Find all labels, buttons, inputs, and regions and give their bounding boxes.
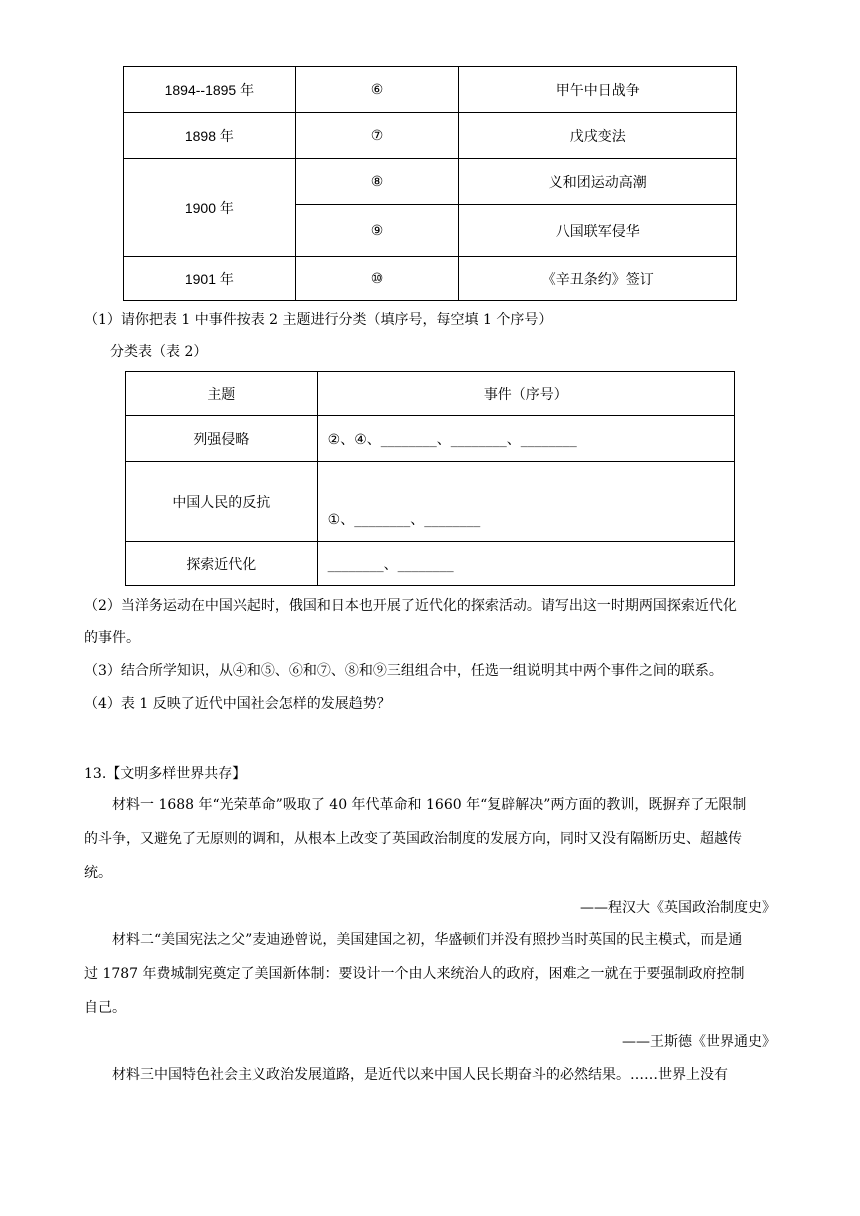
theme-cell: 中国人民的反抗 bbox=[126, 462, 318, 542]
table-row bbox=[126, 542, 735, 586]
theme-cell: 探索近代化 bbox=[126, 542, 318, 586]
answer-cell: ②、④、________、________、________ bbox=[317, 416, 734, 462]
year-cell: 1901 年 bbox=[124, 257, 296, 301]
answer-cell: ①、________、________ bbox=[317, 462, 734, 542]
event-number-cell: ⑧ bbox=[295, 159, 459, 205]
material-1: 材料一 1688 年“光荣革命”吸取了 40 年代革命和 1660 年“复辟解决”两方面的教训，既摒弃了无限制的斗争，又避免了无原则的调和，从根本上改变了英国政治制度的发展方向，同时又没有隔断历史、超越传统。 bbox=[84, 797, 747, 881]
question-1: （1）请你把表 1 中事件按表 2 主题进行分类（填序号，每空填 1 个序号） bbox=[84, 312, 553, 328]
classification-table bbox=[125, 371, 735, 586]
year-cell: 1898 年 bbox=[124, 113, 296, 159]
question-3: （3）结合所学知识，从④和⑤、⑥和⑦、⑧和⑨三组组合中，任选一组说明其中两个事件之间的联系。 bbox=[84, 663, 723, 679]
answer-cell: ________、________ bbox=[317, 542, 734, 586]
year-cell: 1900 年 bbox=[124, 159, 296, 257]
header-theme: 主题 bbox=[126, 372, 318, 416]
table-row bbox=[124, 113, 737, 159]
event-name-cell: 戊戌变法 bbox=[459, 113, 737, 159]
material-3: 材料三中国特色社会主义政治发展道路，是近代以来中国人民长期奋斗的必然结果。……世界上没有 bbox=[112, 1067, 728, 1083]
question-13-title: 13.【文明多样世界共存】 bbox=[84, 766, 247, 782]
event-name-cell: 《辛丑条约》签订 bbox=[459, 257, 737, 301]
event-number-cell: ⑥ bbox=[295, 67, 459, 113]
event-name-cell: 义和团运动高潮 bbox=[459, 159, 737, 205]
material-2: 材料二“美国宪法之父”麦迪逊曾说，美国建国之初，华盛顿们并没有照抄当时英国的民主模式，而是通过 1787 年费城制宪奠定了美国新体制：要设计一个由人来统治人的政府，困难之一就在于要强制政府控制自己。 bbox=[84, 932, 745, 1016]
year-cell: 1894--1895 年 bbox=[124, 67, 296, 113]
theme-cell: 列强侵略 bbox=[126, 416, 318, 462]
question-4: （4）表 1 反映了近代中国社会怎样的发展趋势？ bbox=[84, 696, 391, 712]
header-event: 事件（序号） bbox=[317, 372, 734, 416]
event-name-cell: 甲午中日战争 bbox=[459, 67, 737, 113]
event-number-cell: ⑦ bbox=[295, 113, 459, 159]
table-row bbox=[126, 462, 735, 542]
table-row bbox=[124, 67, 737, 113]
source-1: ——程汉大《英国政治制度史》 bbox=[580, 900, 776, 916]
question-2-line2: 的事件。 bbox=[84, 630, 140, 646]
table-header-row bbox=[126, 372, 735, 416]
events-table bbox=[123, 66, 737, 301]
table2-caption: 分类表（表 2） bbox=[110, 344, 208, 360]
event-name-cell: 八国联军侵华 bbox=[459, 205, 737, 257]
question-2-line1: （2）当洋务运动在中国兴起时，俄国和日本也开展了近代化的探索活动。请写出这一时期两国探索近代化 bbox=[84, 598, 737, 614]
source-2: ——王斯德《世界通史》 bbox=[622, 1034, 776, 1050]
table-row bbox=[124, 257, 737, 301]
table-row bbox=[124, 159, 737, 205]
table-row bbox=[126, 416, 735, 462]
event-number-cell: ⑩ bbox=[295, 257, 459, 301]
event-number-cell: ⑨ bbox=[295, 205, 459, 257]
